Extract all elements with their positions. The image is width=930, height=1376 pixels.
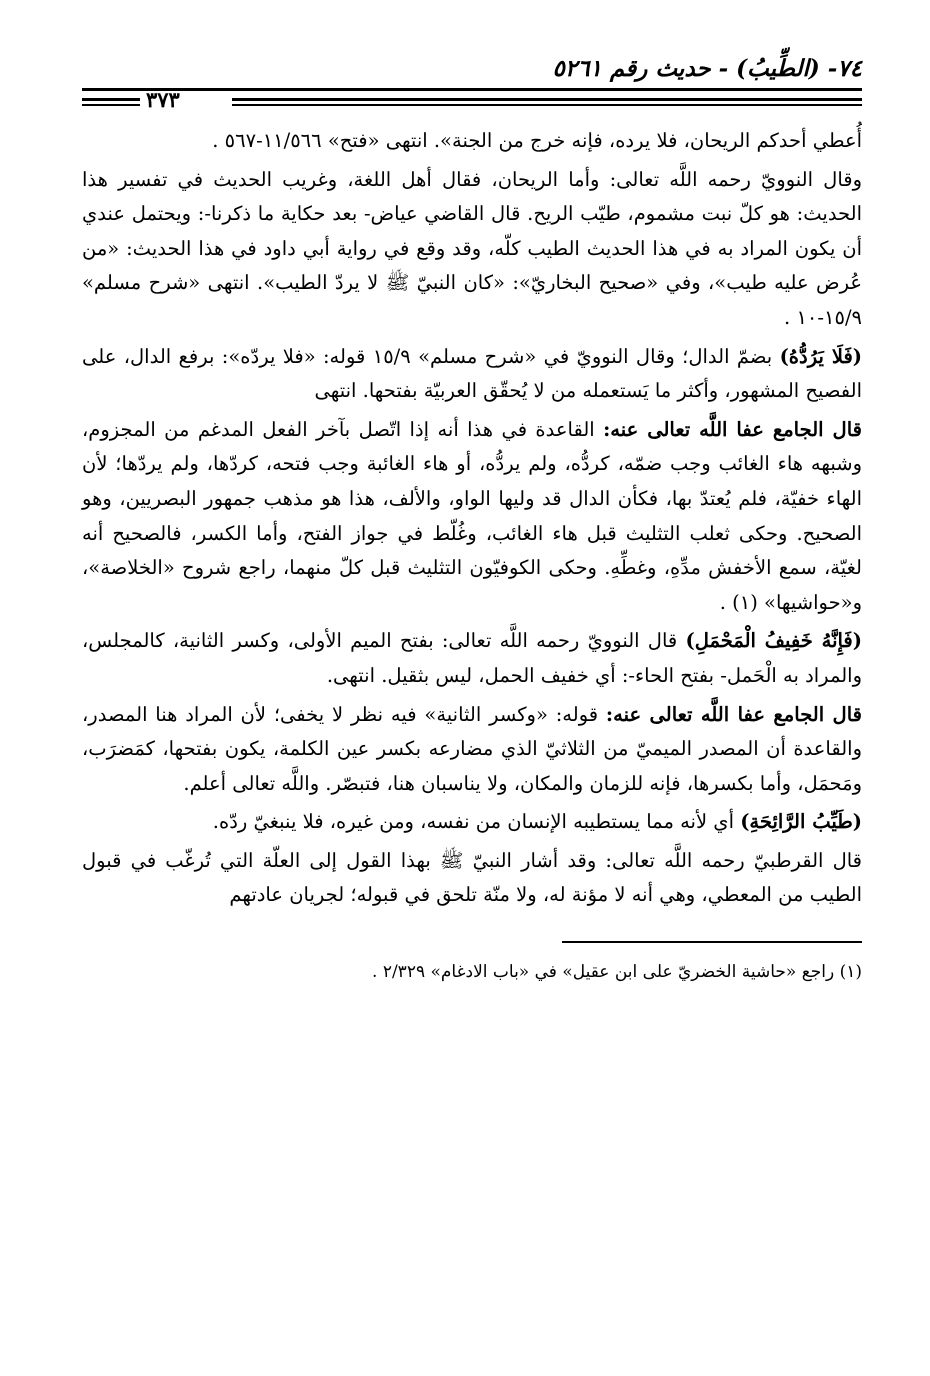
page-rule-left (82, 98, 140, 101)
page-number: ٣٧٣ (146, 87, 180, 112)
paragraph-text: قوله: «وكسر الثانية» فيه نظر لا يخفى؛ لأن المراد هنا المصدر، والقاعدة أن المصدر الميميّ من الثلاثيّ الذي مضارعه بكسر عين الكلمة، يكون بفتحها، كمَضرَب، ومَحمَل، وأما بكسرها، فإنه للزمان والمكان، ولا يناسبان هنا، فتبصّر. واللَّه تعالى أعلم. (82, 702, 862, 795)
paragraph-lead: (فَلَا يَرُدُّهُ) (779, 344, 863, 368)
footnote: (١) راجع «حاشية الخضريّ على ابن عقيل» في «باب الادغام» ٢/٣٢٩ . (372, 962, 862, 983)
paragraph-text: القاعدة في هذا أنه إذا اتّصل بآخر الفعل المدغم من المجزوم، وشبهه هاء الغائب وجب ضمّه، كردُّه، ولم يردُّه، أو هاء الغائبة وجب فتحه، كردّها، ولم يردّها؛ لأن الهاء خفيّة، فلم يُعتدّ بها، فكأن الدال قد وليها الواو، والألف، هذا هو مذهب جمهور البصريين، وهو الصحيح. وحكى ثعلب التثليث قبل هاء الغائب، وغُلّط في جواز الفتح، وأما الكسر، فالصحيح أنه لغيّة، سمع الأخفش مدِّهِ، وغطِّهِ. وحكى الكوفيّون التثليث قبل كلّ منهما، راجع شروح «الخلاصة»، و«حواشيها» (١) . (82, 417, 862, 614)
header-rule (82, 88, 862, 91)
paragraph-text: قال النوويّ رحمه اللَّه تعالى: بفتح الميم الأولى، وكسر الثانية، كالمجلس، والمراد به الْحَمل- بفتح الحاء-: أي خفيف الحمل، ليس بثقيل. انتهى. (82, 629, 862, 687)
paragraph-lead: قال الجامع عفا اللَّه تعالى عنه: (603, 417, 862, 441)
paragraph-5 (82, 624, 862, 693)
footnote-rule (562, 941, 862, 943)
paragraph-lead: (طَيِّبُ الرَّائِحَةِ) (740, 810, 862, 834)
paragraph-2 (82, 163, 862, 336)
paragraph-text: أُعطي أحدكم الريحان، فلا يرده، فإنه خرج من الجنة». انتهى «فتح» ١١/٥٦٦-٥٦٧ . (212, 129, 862, 152)
paragraph-lead: قال الجامع عفا اللَّه تعالى عنه: (605, 702, 862, 726)
paragraph-text: أي لأنه مما يستطيبه الإنسان من نفسه، ومن غيره، فلا ينبغيّ ردّه. (212, 810, 734, 834)
paragraph-7 (82, 805, 862, 840)
paragraph-text: وقال النوويّ رحمه اللَّه تعالى: وأما الريحان، فقال أهل اللغة، وغريب الحديث في تفسير هذا الحديث: هو كلّ نبت مشموم، طيّب الريح. قال القاضي عياض- بعد حكاية ما ذكرنا-: ويحتمل عندي أن يكون المراد به في هذا الحديث الطيب كلّه، وقد وقع في رواية أبي داود في هذا الحديث: «من عُرض عليه طيب»، وفي «صحيح البخاريّ»: «كان النبيّ ﷺ لا يردّ الطيب». انتهى «شرح مسلم» ١٥/٩-١٠ . (82, 167, 862, 329)
page-rule-left-lower (82, 104, 140, 106)
paragraph-lead: (فَإِنَّهُ خَفِيفُ الْمَحْمَلِ) (685, 629, 862, 653)
paragraph-text: قال القرطبيّ رحمه اللَّه تعالى: وقد أشار النبيّ ﷺ بهذا القول إلى العلّة التي تُرغّب في قبول الطيب من المعطي، وهي أنه لا مؤنة له، ولا منّة تلحق في قبوله؛ لجريان عادتهم (82, 848, 862, 907)
page-number-row (82, 87, 862, 116)
page-rule-right (232, 98, 862, 101)
page-header (82, 52, 862, 88)
paragraph-8 (82, 844, 862, 913)
paragraph-4 (82, 413, 862, 621)
paragraph-text: بضمّ الدال؛ وقال النوويّ في «شرح مسلم» ١٥/٩ قوله: «فلا يردّه»: برفع الدال، على الفصيح المشهور، وأكثر ما يَستعمله من لا يُحقّق العربيّة بفتحها. انتهى (82, 344, 862, 403)
chapter-title: ٧٤- (الطِّيبُ) - حديث رقم ٥٢٦١ (552, 55, 862, 82)
document-page (82, 52, 862, 987)
paragraph-6 (82, 698, 862, 802)
paragraph-3 (82, 340, 862, 409)
page-body (82, 124, 862, 913)
paragraph-1 (82, 124, 862, 159)
page-rule-right-lower (232, 104, 862, 106)
